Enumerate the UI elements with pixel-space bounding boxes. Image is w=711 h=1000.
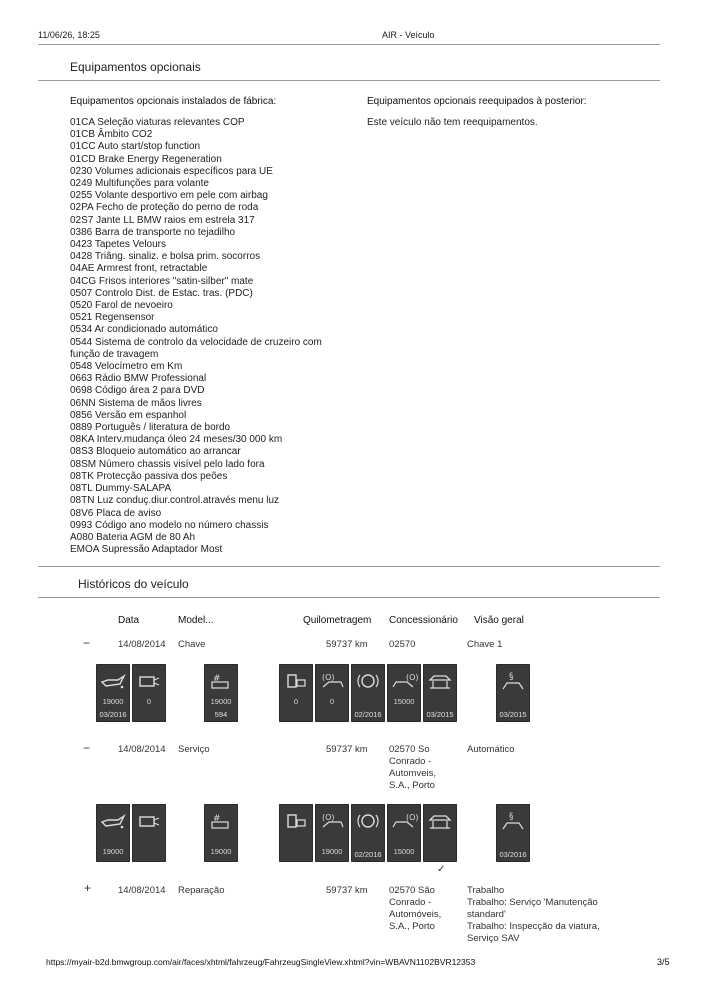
column-header-mileage[interactable]: Quilometragem <box>303 615 372 626</box>
print-title: AIR - Veículo <box>382 30 435 40</box>
service-tile-fuel-filter <box>279 804 313 862</box>
section-divider <box>38 597 660 598</box>
service-tile-oil: 19000 03/2016 <box>96 664 130 722</box>
column-header-dealer[interactable]: Concessionário <box>389 615 458 626</box>
history-mileage: 59737 km <box>326 885 368 896</box>
equipment-item: 0249 Multifunções para volante <box>70 178 209 190</box>
equipment-item: 08SM Número chassis visível pelo lado fora <box>70 458 265 470</box>
equipment-item: 0521 Regensensor <box>70 312 155 324</box>
history-model: Serviço <box>178 744 210 755</box>
service-tile-km: # 19000 594 <box>204 664 238 722</box>
history-dealer: 02570 São Conrado - Automóveis, S.A., Porto <box>389 885 442 932</box>
equipment-item: 02PA Fecho de proteção do perno de roda <box>70 202 259 214</box>
brake-fluid-icon <box>351 808 385 834</box>
service-tile-brakes-front: (O) 0 <box>315 664 349 722</box>
equipment-item: 0544 Sistema de controlo da velocidade de cruzeiro com função de travagem <box>70 336 322 360</box>
equipment-item: 04CG Frisos interiores "satin-silber" mate <box>70 275 254 287</box>
svg-text:§: § <box>509 672 514 682</box>
service-tile-brake-fluid: 02/2016 <box>351 804 385 862</box>
equipment-item: 01CA Seleção viaturas relevantes COP <box>70 117 245 128</box>
service-tile-brakes-rear: (O) 15000 <box>387 664 421 722</box>
inspection-icon <box>496 808 530 834</box>
microfilter-icon <box>132 808 166 834</box>
history-overview: Chave 1 <box>467 639 503 650</box>
section-title-optional-equipment: Equipamentos opcionais <box>70 60 201 74</box>
svg-text:(O): (O) <box>406 673 419 682</box>
retrofit-equipment-title: Equipamentos opcionais reequipados à posterior: <box>367 96 587 107</box>
brake-fluid-icon <box>351 668 385 694</box>
factory-equipment-list <box>70 117 350 556</box>
inspection-icon <box>496 668 530 694</box>
svg-text:(O): (O) <box>322 673 335 682</box>
history-model: Reparação <box>178 885 225 896</box>
svg-text:(O): (O) <box>322 813 335 822</box>
equipment-item: A080 Bateria AGM de 80 Ah <box>70 531 196 543</box>
brake-front-icon <box>315 808 349 834</box>
brake-rear-icon <box>387 668 421 694</box>
service-tile-brake-fluid: 02/2016 <box>351 664 385 722</box>
svg-text:§: § <box>509 812 514 822</box>
service-tile-microfilter: 0 <box>132 664 166 722</box>
equipment-item: 08V6 Placa de aviso <box>70 507 162 519</box>
equipment-item: 08TN Luz conduç.diur.control.através menu luz <box>70 495 279 507</box>
brake-front-icon <box>315 668 349 694</box>
equipment-item: 0993 Código ano modelo no número chassis <box>70 519 269 531</box>
checkmark-icon: ✓ <box>437 864 446 875</box>
history-mileage: 59737 km <box>326 639 368 650</box>
equipment-item: 0230 Volumes adicionais específicos para UE <box>70 165 273 177</box>
service-tile-oil: 19000 <box>96 804 130 862</box>
hash-counter-icon <box>204 808 238 834</box>
history-date: 14/08/2014 <box>118 885 166 896</box>
equipment-item: 0856 Versão em espanhol <box>70 409 187 421</box>
retrofit-equipment-text: Este veículo não tem reequipamentos. <box>367 117 538 128</box>
equipment-item: 08S3 Bloqueio automático ao arrancar <box>70 446 241 458</box>
oil-can-icon <box>96 808 130 834</box>
service-tile-inspection: § 03/2016 <box>496 804 530 862</box>
equipment-item: 08TL Dummy-SALAPA <box>70 483 172 495</box>
service-tile-fuel-filter: 0 <box>279 664 313 722</box>
equipment-item: 02S7 Jante LL BMW raios em estrela 317 <box>70 214 255 226</box>
equipment-item: EMOA Supressão Adaptador Most <box>70 544 223 556</box>
collapse-row-toggle[interactable]: − <box>83 636 91 650</box>
service-tile-inspection: § 03/2015 <box>496 664 530 722</box>
equipment-item: 08KA Interv.mudança óleo 24 meses/30 000 km <box>70 434 283 446</box>
oil-can-icon <box>96 668 130 694</box>
equipment-item: 04AE Armrest front, retractable <box>70 263 208 275</box>
equipment-item: 06NN Sistema de mãos livres <box>70 397 202 409</box>
vehicle-lift-icon <box>423 808 457 834</box>
equipment-item: 0423 Tapetes Velours <box>70 239 167 251</box>
history-dealer: 02570 So Conrado - Automveis, S.A., Porto <box>389 744 436 791</box>
service-tile-km: # 19000 <box>204 804 238 862</box>
equipment-item: 0428 Triâng. sinaliz. e bolsa prim. socorros <box>70 251 261 263</box>
section-divider <box>38 80 660 81</box>
equipment-item: 0889 Português / literatura de bordo <box>70 422 231 434</box>
equipment-item: 01CD Brake Energy Regeneration <box>70 153 222 165</box>
history-mileage: 59737 km <box>326 744 368 755</box>
fuel-filter-icon <box>279 668 313 694</box>
history-model: Chave <box>178 639 206 650</box>
history-date: 14/08/2014 <box>118 639 166 650</box>
svg-text:#: # <box>213 814 221 824</box>
column-header-model[interactable]: Model... <box>178 615 214 626</box>
equipment-item: 0520 Farol de nevoeiro <box>70 300 173 312</box>
service-tile-microfilter <box>132 804 166 862</box>
svg-text:#: # <box>213 674 221 684</box>
history-overview: Automático <box>467 744 515 755</box>
equipment-item: 0255 Volante desportivo em pele com airbag <box>70 190 268 202</box>
factory-equipment-title: Equipamentos opcionais instalados de fábrica: <box>70 96 277 107</box>
page-url: https://myair-b2d.bmwgroup.com/air/faces/xhtml/fahrzeug/FahrzeugSingleView.xhtml?vin=WBAVN1102BVR12353 <box>46 957 476 967</box>
equipment-item: 0386 Barra de transporte no tejadilho <box>70 226 236 238</box>
service-tile-vehicle-check: 03/2015 <box>423 664 457 722</box>
column-header-date[interactable]: Data <box>118 615 140 626</box>
vehicle-lift-icon <box>423 668 457 694</box>
section-title-vehicle-history: Históricos do veículo <box>78 577 189 591</box>
history-overview: Trabalho Trabalho: Serviço 'Manutenção standard' Trabalho: Inspecção da viatura, Serviço SAV <box>467 885 600 944</box>
equipment-item: 0507 Controlo Dist. de Estac. tras. (PDC) <box>70 287 253 299</box>
hash-counter-icon <box>204 668 238 694</box>
column-header-overview[interactable]: Visão geral <box>474 615 524 626</box>
svg-text:(O): (O) <box>406 813 419 822</box>
equipment-item: 0663 Rádio BMW Professional <box>70 373 207 385</box>
history-dealer: 02570 <box>389 639 416 650</box>
equipment-item: 08TK Protecção passiva dos peões <box>70 470 228 482</box>
section-divider <box>38 566 660 567</box>
header-divider <box>38 44 660 45</box>
equipment-item: 01CB Âmbito CO2 <box>70 129 153 141</box>
equipment-item: 01CC Auto start/stop function <box>70 141 201 153</box>
service-tile-brakes-rear: (O) 15000 <box>387 804 421 862</box>
equipment-item: 0698 Código área 2 para DVD <box>70 385 205 397</box>
print-timestamp: 11/06/26, 18:25 <box>38 30 100 40</box>
fuel-filter-icon <box>279 808 313 834</box>
service-tile-brakes-front: (O) 19000 <box>315 804 349 862</box>
brake-rear-icon <box>387 808 421 834</box>
service-tile-vehicle-check <box>423 804 457 862</box>
microfilter-icon <box>132 668 166 694</box>
collapse-row-toggle[interactable]: − <box>83 741 91 755</box>
equipment-item: 0534 Ar condicionado automático <box>70 324 218 336</box>
expand-row-toggle[interactable]: + <box>84 881 92 895</box>
history-date: 14/08/2014 <box>118 744 166 755</box>
equipment-item: 0548 Velocímetro em Km <box>70 361 183 373</box>
page-number: 3/5 <box>657 957 670 967</box>
